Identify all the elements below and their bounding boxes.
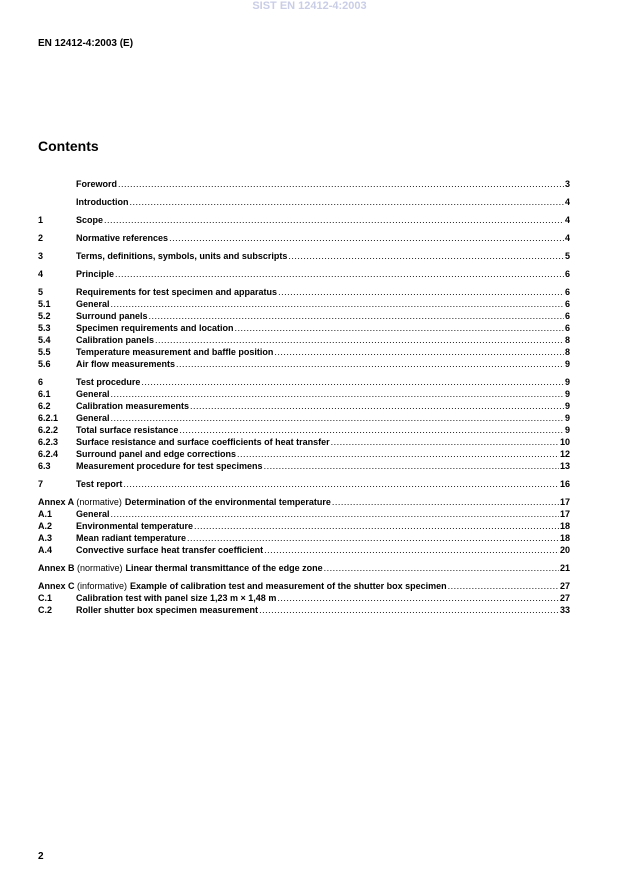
toc-entry[interactable] [38,286,570,298]
toc-entry[interactable] [38,478,570,490]
toc-entry-page: 8 [564,335,570,345]
toc-entry-page: 6 [564,311,570,321]
toc-dot-leader [115,268,564,280]
toc-entry[interactable] [38,310,570,322]
toc-entry-number: 7 [38,479,44,489]
toc-entry[interactable] [38,448,570,460]
toc-entry-title: Measurement procedure for test specimens [76,461,263,471]
toc-entry-number: 6.1 [38,389,51,399]
toc-entry-title: Calibration test with panel size 1,23 m × 1,48 m [76,593,277,603]
toc-entry-title: Surround panels [76,311,148,321]
toc-entry-title: Mean radiant temperature [76,533,187,543]
toc-entry-title: Roller shutter box specimen measurement [76,605,259,615]
toc-entry-page: 4 [564,197,570,207]
toc-entry-title [38,562,323,574]
document-id: EN 12412-4:2003 (E) [38,38,134,49]
toc-entry-page: 9 [564,377,570,387]
toc-entry[interactable] [38,268,570,280]
toc-entry-page: 27 [559,593,570,603]
toc-entry-page: 20 [559,545,570,555]
toc-dot-leader [111,508,559,520]
toc-entry-page: 6 [564,299,570,309]
toc-entry-page: 6 [564,269,570,279]
toc-entry-page: 17 [559,497,570,507]
toc-entry-page: 18 [559,521,570,531]
toc-entry-page: 9 [564,389,570,399]
toc-entry-title: General [76,509,110,519]
toc-entry-page: 4 [564,233,570,243]
toc-entry-number: 6.2.2 [38,425,59,435]
toc-entry-page: 21 [559,563,570,573]
toc-entry[interactable] [38,178,570,190]
toc-entry-number: 6.2.4 [38,449,59,459]
toc-entry-title: Terms, definitions, symbols, units and subscripts [76,251,288,261]
toc-entry-title: Calibration panels [76,335,155,345]
toc-dot-leader [111,298,564,310]
toc-entry[interactable] [38,532,570,544]
toc-entry[interactable] [38,604,570,616]
toc-entry-title: General [76,299,110,309]
toc-entry-page: 12 [559,449,570,459]
toc-entry[interactable] [38,424,570,436]
annex-label: Annex A [38,497,74,507]
toc-entry-page: 5 [564,251,570,261]
toc-entry[interactable] [38,346,570,358]
toc-dot-leader [288,250,564,262]
toc-entry-number: A.1 [38,509,53,519]
toc-entry[interactable] [38,376,570,388]
toc-entry-number: A.3 [38,533,53,543]
toc-entry-page: 8 [564,347,570,357]
toc-dot-leader [194,520,559,532]
toc-entry-number: 6.2.1 [38,413,59,423]
toc-entry[interactable] [38,508,570,520]
toc-dot-leader [274,346,564,358]
toc-dot-leader [331,436,559,448]
table-of-contents [38,178,570,616]
toc-entry-number: 5.1 [38,299,51,309]
page-number: 2 [38,851,44,862]
toc-entry-page: 17 [559,509,570,519]
toc-entry-title: Normative references [76,233,169,243]
toc-entry-title: Introduction [76,197,129,207]
toc-entry[interactable] [38,520,570,532]
contents-heading: Contents [38,138,99,154]
toc-dot-leader [104,214,564,226]
toc-entry-number: 6 [38,377,44,387]
toc-entry[interactable] [38,412,570,424]
toc-entry[interactable] [38,358,570,370]
toc-entry[interactable] [38,214,570,226]
toc-dot-leader [179,424,564,436]
toc-entry-page: 9 [564,359,570,369]
toc-entry-title: Scope [76,215,104,225]
toc-entry-page: 9 [564,401,570,411]
toc-dot-leader [332,496,559,508]
toc-entry-page: 16 [559,479,570,489]
toc-dot-leader [130,196,564,208]
toc-entry[interactable] [38,232,570,244]
toc-entry-title: Foreword [76,179,118,189]
toc-entry-number: 6.2 [38,401,51,411]
toc-dot-leader [111,388,564,400]
toc-entry-title: Environmental temperature [76,521,194,531]
toc-dot-leader [264,460,559,472]
toc-entry-number: C.1 [38,593,53,603]
toc-entry[interactable] [38,250,570,262]
toc-entry[interactable] [38,196,570,208]
toc-entry[interactable] [38,544,570,556]
toc-dot-leader [259,604,559,616]
annex-type: (normative) [76,497,122,507]
toc-entry-title: Specimen requirements and location [76,323,234,333]
toc-entry-number: 5.2 [38,311,51,321]
toc-dot-leader [324,562,559,574]
toc-entry-page: 33 [559,605,570,615]
toc-entry-title: Surface resistance and surface coefficients of heat transfer [76,437,330,447]
annex-type: (informative) [77,581,128,591]
toc-entry-title: Principle [76,269,115,279]
toc-entry-title: Convective surface heat transfer coefficient [76,545,264,555]
toc-entry-page: 13 [559,461,570,471]
toc-entry-page: 9 [564,425,570,435]
toc-entry-title: Test report [76,479,123,489]
toc-entry-number: 5.5 [38,347,51,357]
toc-dot-leader [264,544,559,556]
toc-entry-page: 3 [564,179,570,189]
toc-entry[interactable] [38,334,570,346]
toc-dot-leader [123,478,559,490]
toc-entry-title [38,496,331,508]
toc-entry-number: 5.4 [38,335,51,345]
toc-entry[interactable] [38,496,570,508]
toc-dot-leader [187,532,559,544]
toc-entry-number: 1 [38,215,44,225]
toc-entry-number: A.2 [38,521,53,531]
toc-dot-leader [149,310,564,322]
toc-entry-title: Surround panel and edge corrections [76,449,237,459]
toc-dot-leader [118,178,564,190]
toc-entry-title: Requirements for test specimen and apparatus [76,287,278,297]
toc-entry[interactable] [38,322,570,334]
toc-dot-leader [176,358,564,370]
toc-entry-page: 9 [564,413,570,423]
toc-entry-title: General [76,413,110,423]
annex-label: Annex C [38,581,75,591]
toc-entry-number: 2 [38,233,44,243]
toc-entry[interactable] [38,388,570,400]
toc-entry-page: 27 [559,581,570,591]
toc-entry[interactable] [38,436,570,448]
toc-dot-leader [190,400,564,412]
toc-dot-leader [169,232,564,244]
toc-entry-number: A.4 [38,545,53,555]
annex-label: Annex B [38,563,75,573]
annex-title: Example of calibration test and measurement of the shutter box specimen [130,581,447,591]
watermark: SIST EN 12412-4:2003 [252,0,367,12]
toc-dot-leader [278,286,564,298]
toc-entry-number: 5.3 [38,323,51,333]
toc-entry-number: C.2 [38,605,53,615]
toc-entry-number: 3 [38,251,44,261]
toc-dot-leader [237,448,559,460]
annex-title: Linear thermal transmittance of the edge zone [125,563,323,573]
toc-entry[interactable] [38,298,570,310]
toc-entry-number: 6.3 [38,461,51,471]
toc-entry-page: 6 [564,323,570,333]
toc-entry-title [38,580,447,592]
toc-entry-number: 5.6 [38,359,51,369]
annex-title: Determination of the environmental temperature [124,497,331,507]
toc-dot-leader [155,334,564,346]
toc-entry-number: 5 [38,287,44,297]
toc-entry-number: 4 [38,269,44,279]
toc-dot-leader [448,580,559,592]
toc-entry[interactable] [38,580,570,592]
toc-entry-title: Test procedure [76,377,141,387]
toc-entry-title: Air flow measurements [76,359,176,369]
toc-entry-page: 18 [559,533,570,543]
toc-entry-page: 10 [559,437,570,447]
toc-entry-title: Calibration measurements [76,401,190,411]
toc-entry-title: General [76,389,110,399]
toc-entry[interactable] [38,562,570,574]
toc-entry-page: 6 [564,287,570,297]
toc-entry-title: Temperature measurement and baffle position [76,347,274,357]
toc-entry-number: 6.2.3 [38,437,59,447]
toc-entry-title: Total surface resistance [76,425,179,435]
toc-entry[interactable] [38,400,570,412]
toc-dot-leader [111,412,564,424]
toc-entry[interactable] [38,460,570,472]
toc-entry-page: 4 [564,215,570,225]
toc-dot-leader [277,592,559,604]
toc-entry[interactable] [38,592,570,604]
annex-type: (normative) [77,563,123,573]
toc-dot-leader [141,376,564,388]
toc-dot-leader [235,322,564,334]
